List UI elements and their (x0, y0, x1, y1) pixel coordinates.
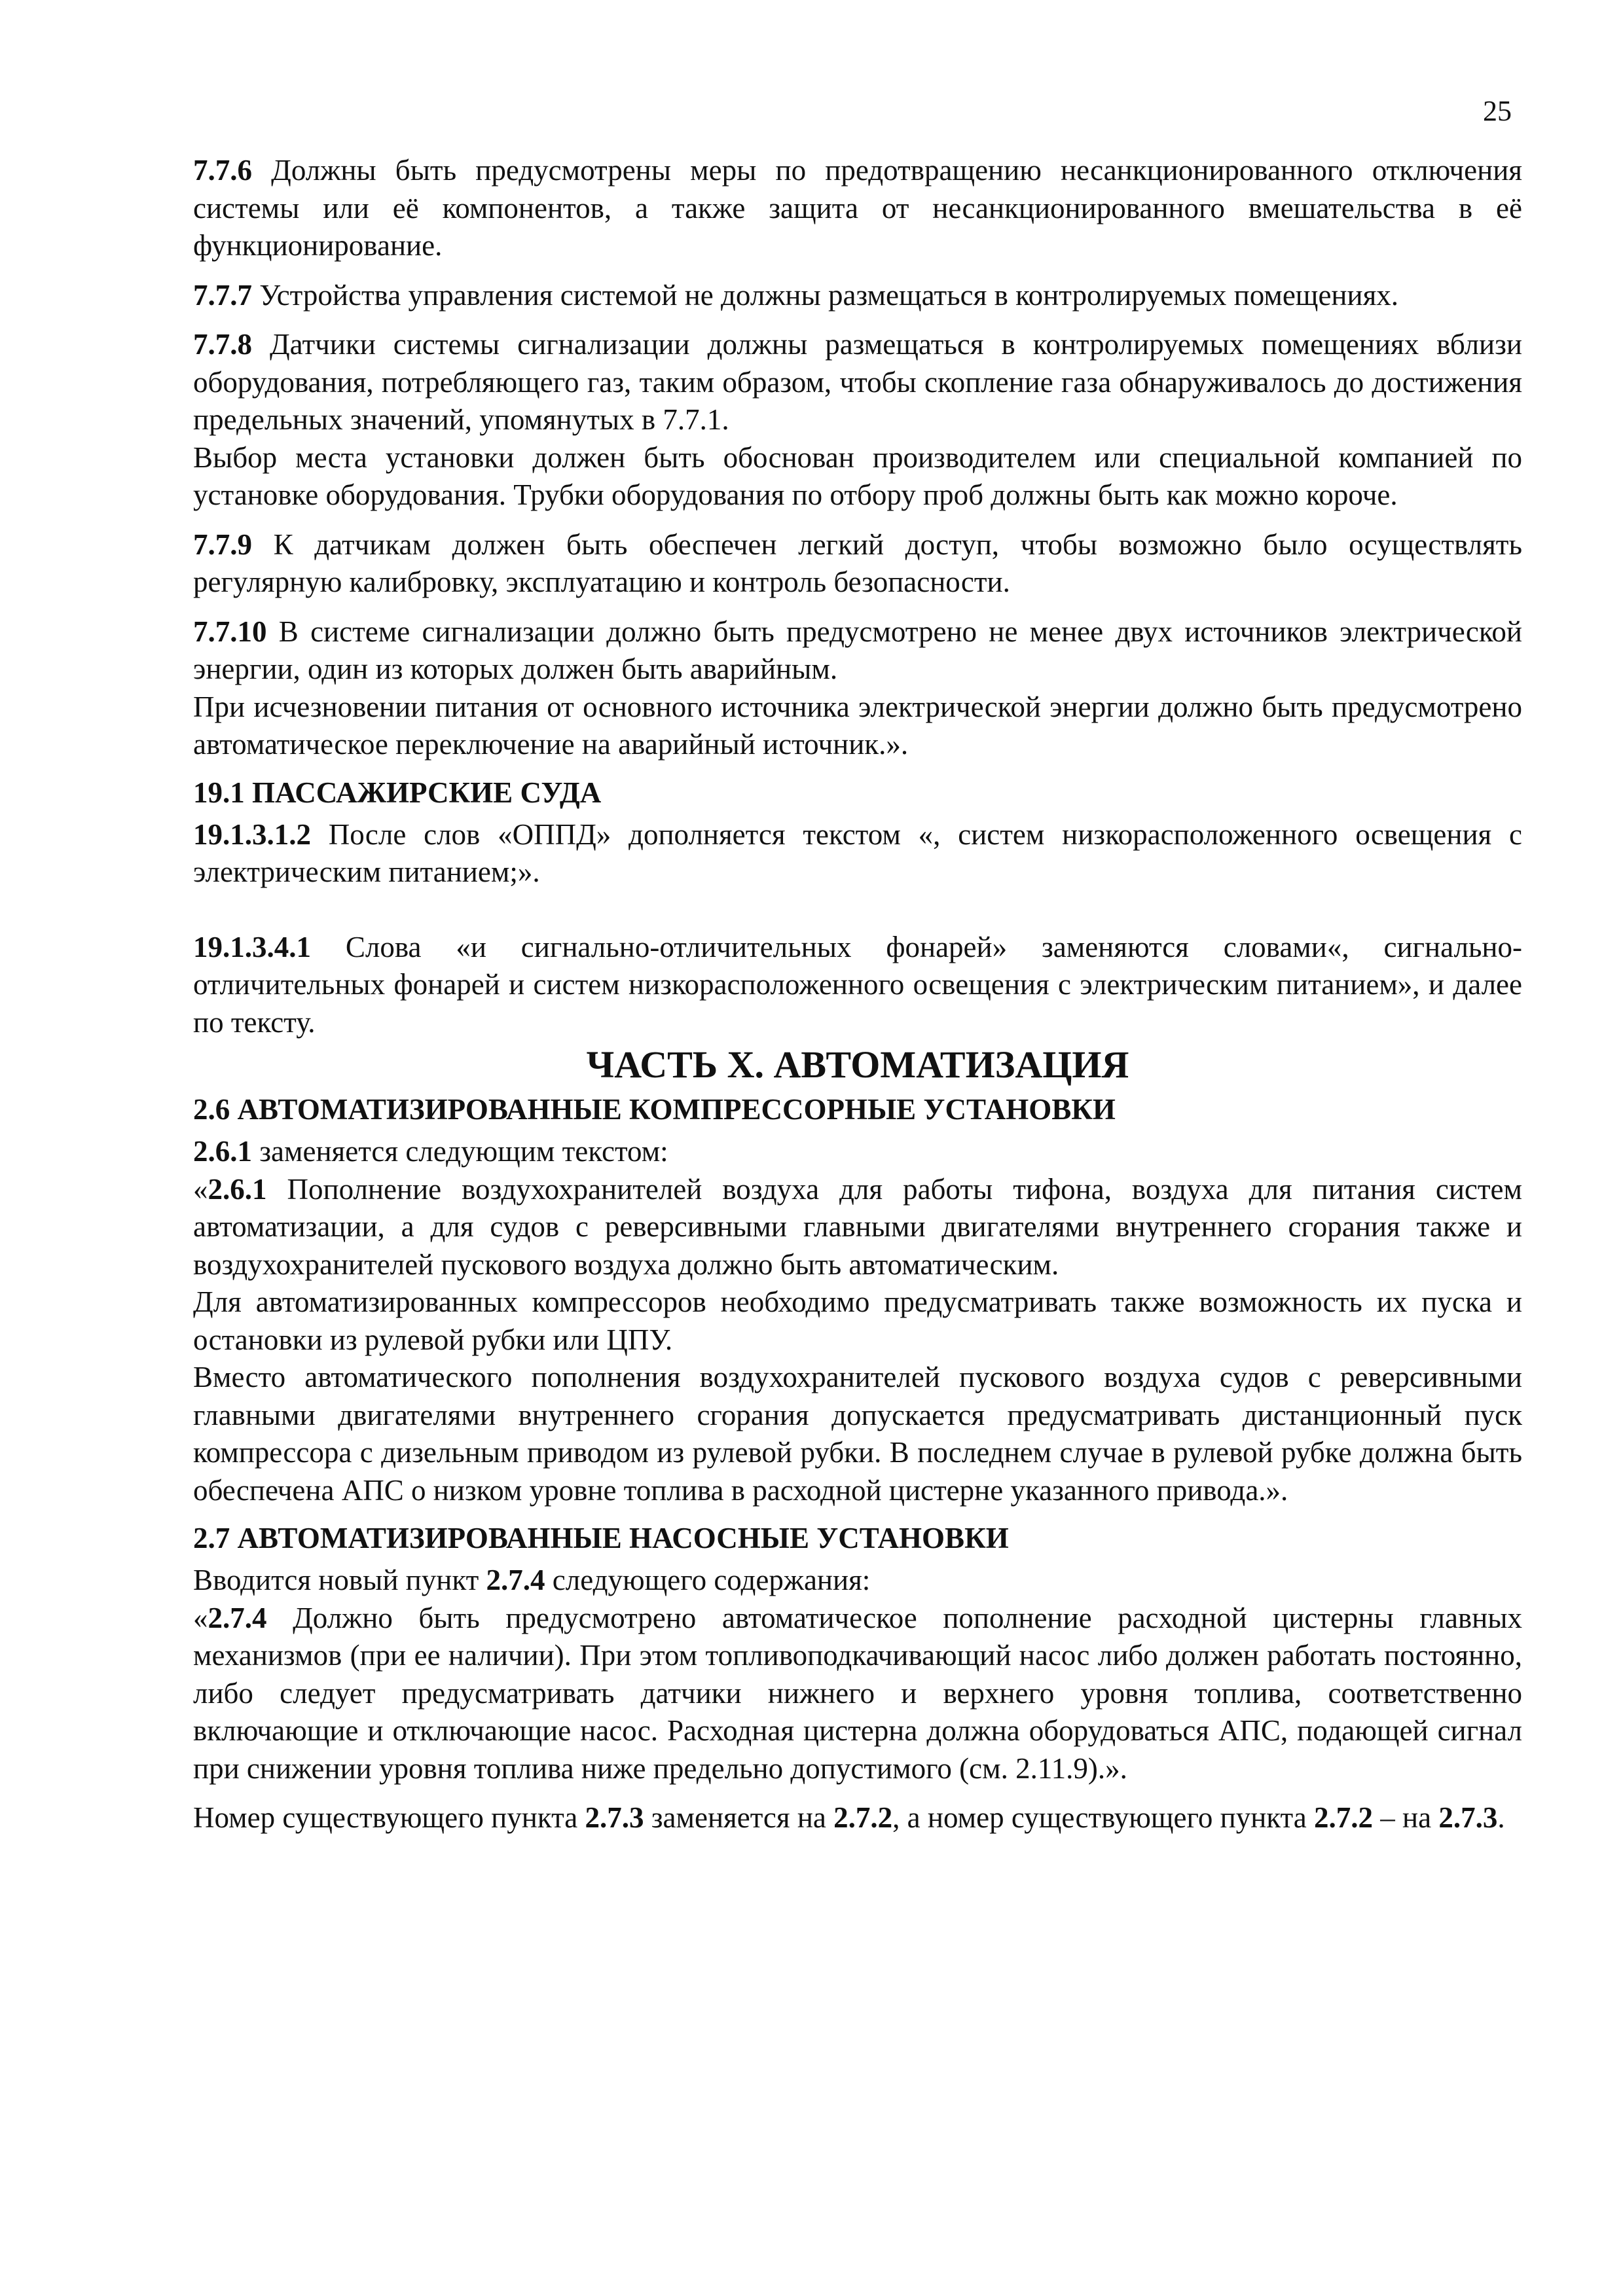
clause-number: 7.7.6 (193, 154, 252, 187)
clause-text: К датчикам должен быть обеспечен легкий доступ, чтобы возможно было осуществлять регулярную калибровку, эксплуатацию и контроль безопасности. (193, 528, 1522, 598)
clause-number: 7.7.7 (193, 278, 252, 312)
clause-number: 2.7.4 (208, 1601, 267, 1634)
clause-text: Устройства управления системой не должны размещаться в контролируемых помещениях. (252, 278, 1399, 312)
clause-text: Слова «и сигнально-отличительных фонарей» заменяются словами«, сигнально-отличительных фонарей и систем низкорасположенного освещения с электрическим питанием», и далее по тексту. (193, 930, 1522, 1039)
clause-text: После слов «ОППД» дополняется текстом «, систем низкорасположенного освещения с электрическим питанием;». (193, 817, 1522, 888)
section-heading-2-7: 2.7 АВТОМАТИЗИРОВАННЫЕ НАСОСНЫЕ УСТАНОВКИ (193, 1522, 1009, 1554)
clause-number: 2.7.3 (1438, 1801, 1498, 1834)
note-text: заменяется на (644, 1801, 834, 1834)
clause-number: 19.1.3.4.1 (193, 930, 311, 963)
clause-number: 2.7.3 (585, 1801, 644, 1834)
clause-number: 2.7.2 (833, 1801, 893, 1834)
clause-19-1-3-1-2 (193, 816, 1522, 891)
clause-text: следующего содержания: (545, 1564, 871, 1596)
clause-text: заменяется следующим текстом: (252, 1135, 668, 1168)
clause-number: 2.7.4 (486, 1564, 545, 1596)
clause-7-7-8 (193, 326, 1522, 439)
clause-text: Должны быть предусмотрены меры по предотвращению несанкционированного отключения системы или её компонентов, а также защита от несанкционированного вмешательства в её функционирование. (193, 154, 1522, 262)
clause-number: 7.7.9 (193, 528, 252, 561)
clause-7-7-10 (193, 613, 1522, 689)
page-number: 25 (1483, 95, 1512, 127)
clause-text: Датчики системы сигнализации должны размещаться в контролируемых помещениях вблизи оборудования, потребляющего газ, таким образом, чтобы скопление газа обнаруживалось до достижения предельных значений, упомянутых в 7.7.1. (193, 328, 1522, 436)
clause-number: 2.6.1 (208, 1172, 267, 1206)
part-title: ЧАСТЬ X. АВТОМАТИЗАЦИЯ (586, 1043, 1129, 1086)
clause-number: 19.1.3.1.2 (193, 817, 311, 851)
clause-2-6-1 (193, 1171, 1522, 1284)
clause-7-7-9 (193, 526, 1522, 601)
clause-number: 2.7.2 (1314, 1801, 1373, 1834)
note-text: . (1497, 1801, 1505, 1834)
section-heading-19-1: 19.1 ПАССАЖИРСКИЕ СУДА (193, 776, 602, 809)
clause-7-7-6 (193, 152, 1522, 265)
paragraph: Выбор места установки должен быть обоснован производителем или специальной компанией по установке оборудования. Трубки оборудования по отбору проб должны быть как можно короче. (193, 440, 1522, 511)
renumbering-note (193, 1799, 1522, 1837)
quote-mark: « (193, 1172, 208, 1206)
clause-2-6-1-intro (193, 1133, 1522, 1171)
note-text: – на (1373, 1801, 1439, 1834)
clause-text: Должно быть предусмотрено автоматическое пополнение расходной цистерны главных механизмов (при ее наличии). При этом топливоподкачивающий насос либо должен работать постоянно, либо следует предусматривать датчики нижнего и верхнего уровня топлива, соответственно включающие и отключающие насос. Расходная цистерна должна оборудоваться АПС, подающей сигнал при снижении уровня топлива ниже предельно допустимого (см. 2.11.9).». (193, 1601, 1522, 1785)
section-heading-2-6: 2.6 АВТОМАТИЗИРОВАННЫЕ КОМПРЕССОРНЫЕ УСТАНОВКИ (193, 1093, 1116, 1126)
clause-text: Пополнение воздухохранителей воздуха для работы тифона, воздуха для питания систем автоматизации, а для судов с реверсивными главными двигателями внутреннего сгорания также и воздухохранителей пускового воздуха должно быть автоматическим. (193, 1172, 1522, 1281)
intro-text: Вводится новый пункт (193, 1564, 486, 1596)
clause-number: 2.6.1 (193, 1135, 252, 1168)
clause-2-7-4 (193, 1600, 1522, 1788)
clause-7-7-7 (193, 277, 1522, 315)
paragraph: Вместо автоматического пополнения воздухохранителей пускового воздуха судов с реверсивными главными двигателями внутреннего сгорания допускается предусматривать дистанционный пуск компрессора с дизельным приводом из рулевой рубки. В последнем случае в рулевой рубке должна быть обеспечена АПС о низком уровне топлива в расходной цистерне указанного привода.». (193, 1361, 1522, 1507)
quote-mark: « (193, 1601, 208, 1634)
paragraph: Для автоматизированных компрессоров необходимо предусматривать также возможность их пуска и остановки из рулевой рубки или ЦПУ. (193, 1285, 1522, 1356)
note-text: , а номер существующего пункта (892, 1801, 1314, 1834)
clause-2-7-4-intro (193, 1562, 1522, 1600)
clause-19-1-3-4-1 (193, 929, 1522, 1042)
clause-number: 7.7.8 (193, 328, 252, 361)
clause-text: В системе сигнализации должно быть предусмотрено не менее двух источников электрической энергии, один из которых должен быть аварийным. (193, 615, 1522, 685)
clause-number: 7.7.10 (193, 615, 267, 648)
paragraph: При исчезновении питания от основного источника электрической энергии должно быть предусмотрено автоматическое переключение на аварийный источник.». (193, 690, 1522, 761)
note-text: Номер существующего пункта (193, 1801, 585, 1834)
document-body (193, 152, 1522, 1837)
